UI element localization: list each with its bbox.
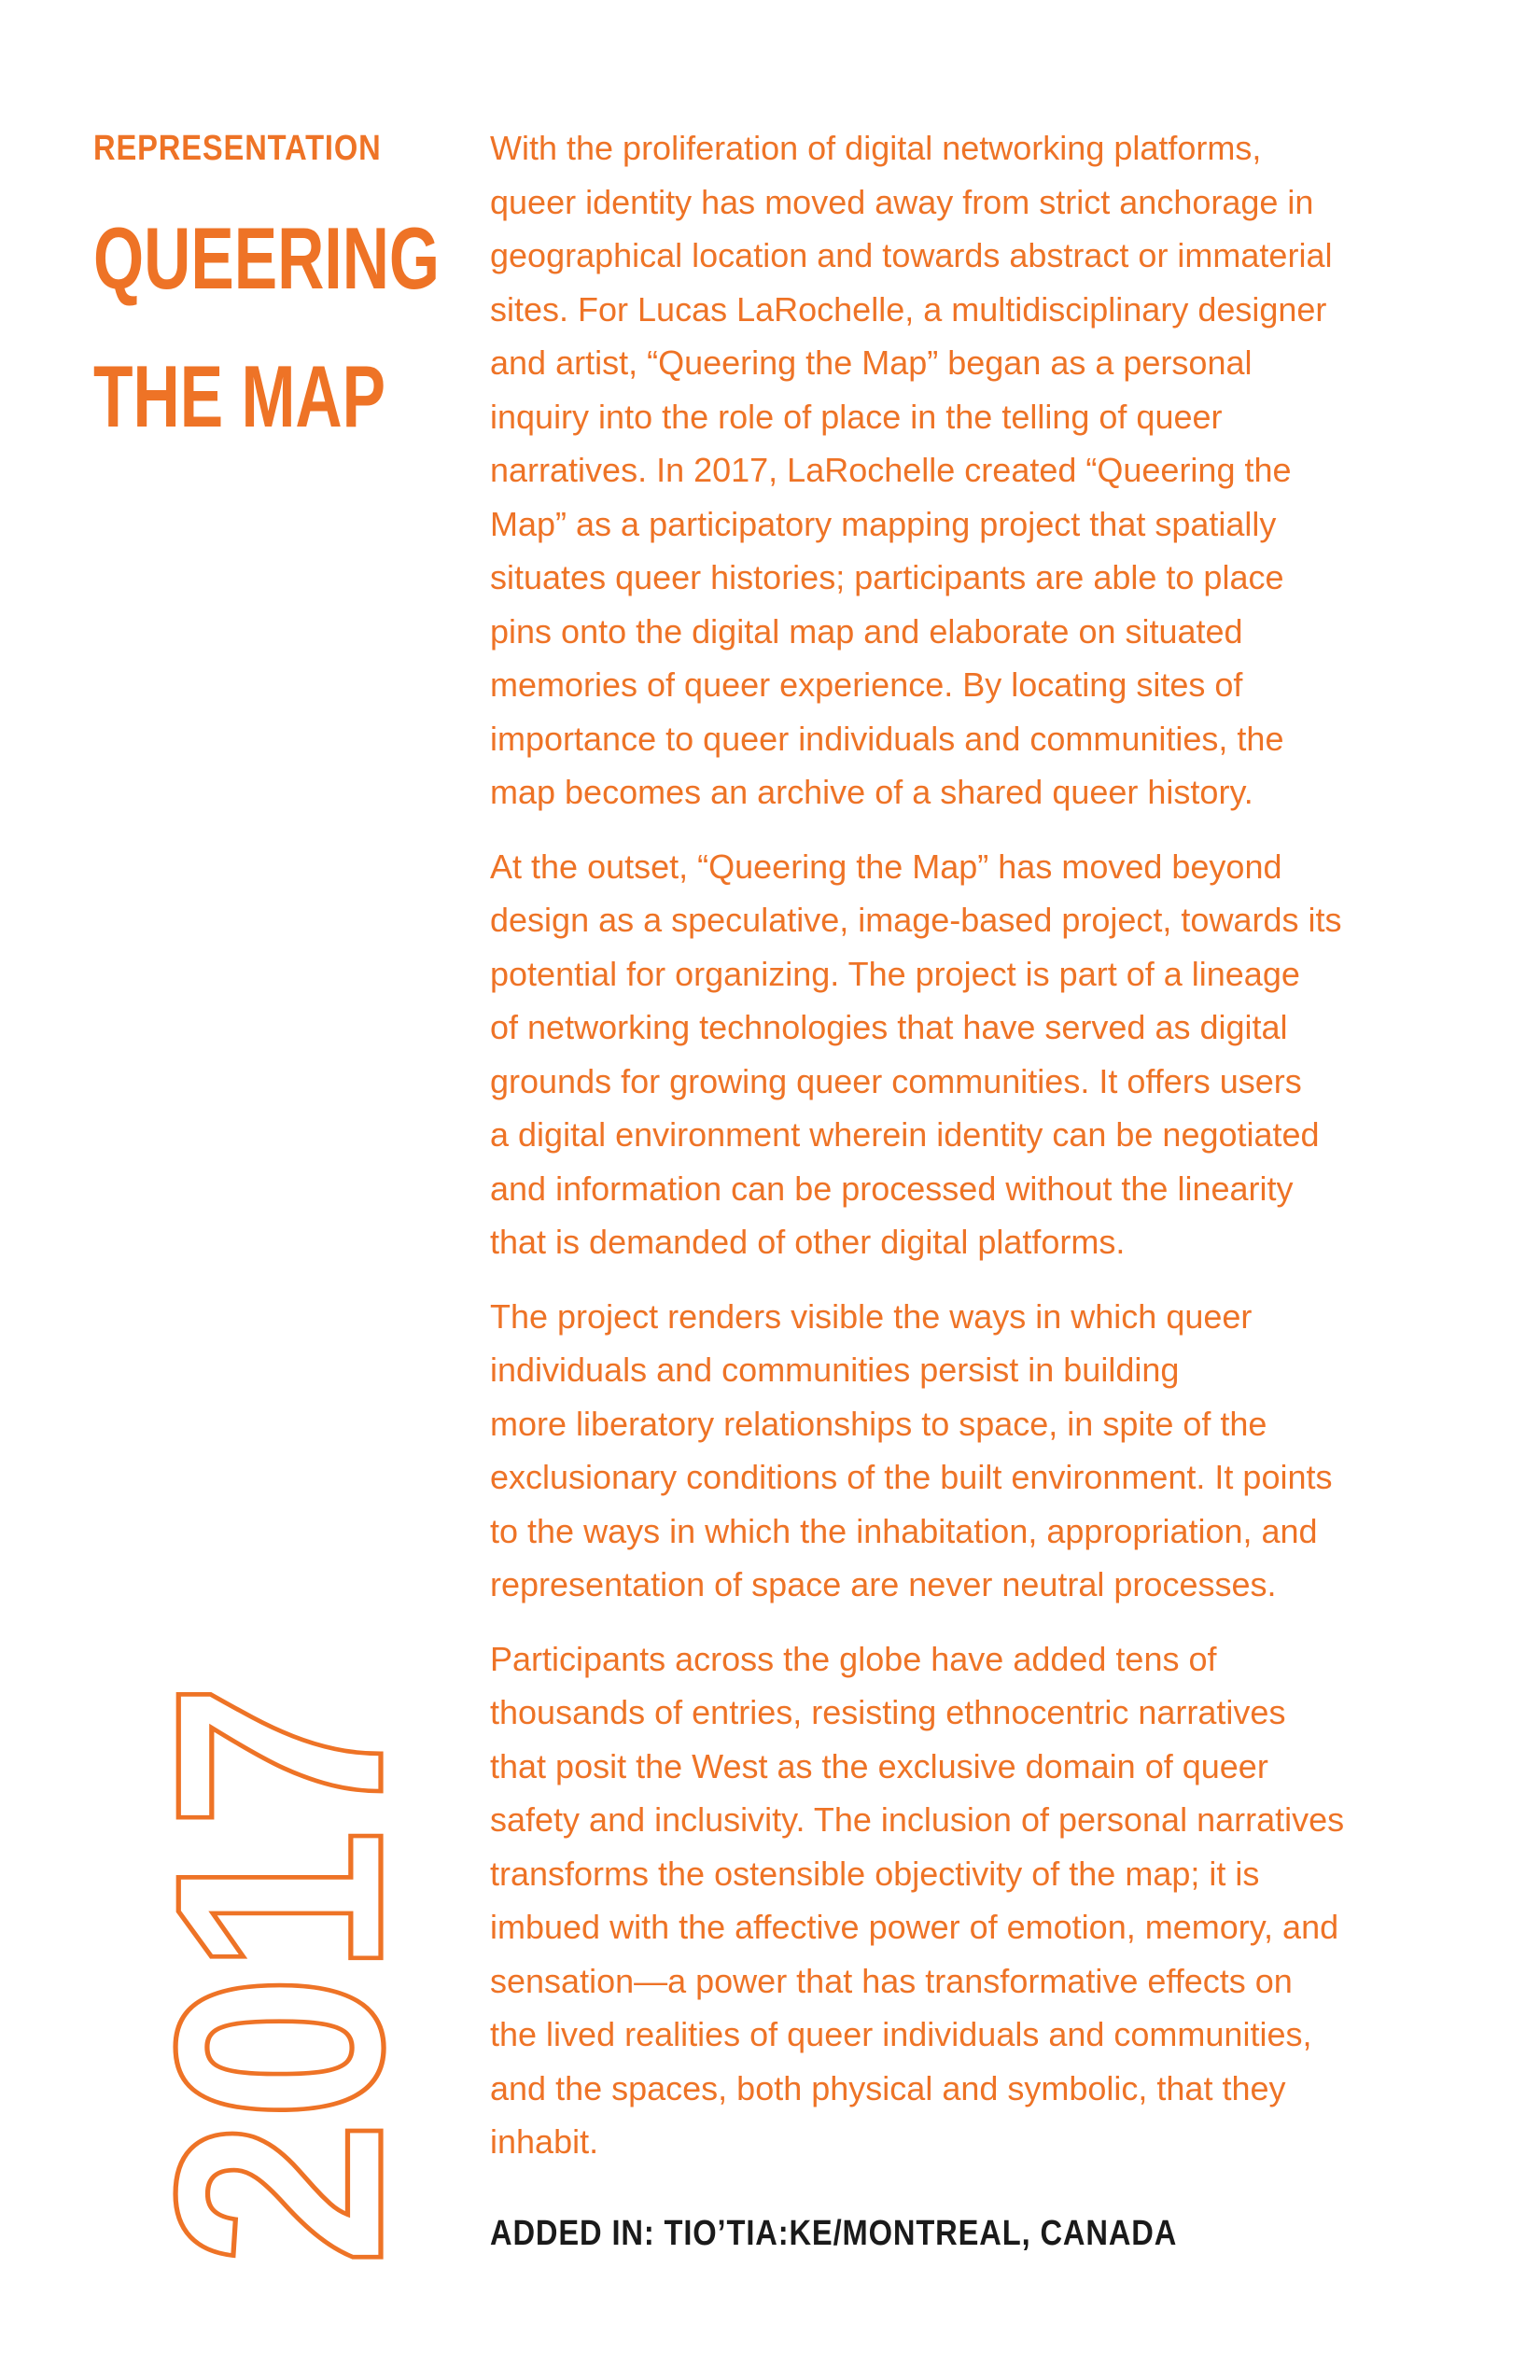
article-body	[490, 121, 1470, 2190]
paragraph-1: With the proliferation of digital networking platforms, queer identity has moved away from strict anchorage in geographical location and towards abstract or immaterial sites. For Lucas LaRochelle, a multidisciplinary designer and artist, “Queering the Map” began as a personal inquiry into the role of place in the telling of queer narratives. In 2017, LaRochelle created “Queering the Map” as a participatory mapping project that spatially situates queer histories; participants are able to place pins onto the digital map and elaborate on situated memories of queer experience. By locating sites of importance to queer individuals and communities, the map becomes an archive of a shared queer history.	[490, 129, 1333, 811]
year-text: 2017	[116, 1643, 444, 2266]
year-outline-svg	[80, 1643, 444, 2277]
paragraph-3: The project renders visible the ways in which queer individuals and communities persist in building more liberatory relationships to space, in spite of the exclusionary conditions of the built environment. It points to the ways in which the inhabitation, appropriation, and representation of space are never neutral processes.	[490, 1296, 1333, 1603]
page-title	[93, 189, 441, 466]
paragraph-2: At the outset, “Queering the Map” has moved beyond design as a speculative, image-based project, towards its potential for organizing. The project is part of a lineage of networking technologies that have served as digital grounds for growing queer communities. It offers users a digital environment wherein identity can be negotiated and information can be processed without the linearity that is demanded of other digital platforms.	[490, 847, 1342, 1261]
title-line-2: THE MAP	[93, 347, 386, 445]
title-line-1: QUEERING	[93, 209, 441, 307]
left-column	[93, 121, 441, 466]
added-in-location: ADDED IN: TIO’TIA:KE/MONTREAL, CANADA	[490, 2214, 1178, 2253]
paragraph-4: Participants across the globe have added tens of thousands of entries, resisting ethnocentric narratives that posit the West as the exclusive domain of queer safety and inclusivity. The inclusion of personal narratives transforms the ostensible objectivity of the map; it is imbued with the affective power of emotion, memory, and sensation—a power that has transformative effects on the lived realities of queer individuals and communities, and the spaces, both physical and symbolic, that they inhabit.	[490, 1639, 1345, 2161]
category-label: REPRESENTATION	[93, 129, 382, 168]
year-graphic	[80, 1643, 444, 2277]
